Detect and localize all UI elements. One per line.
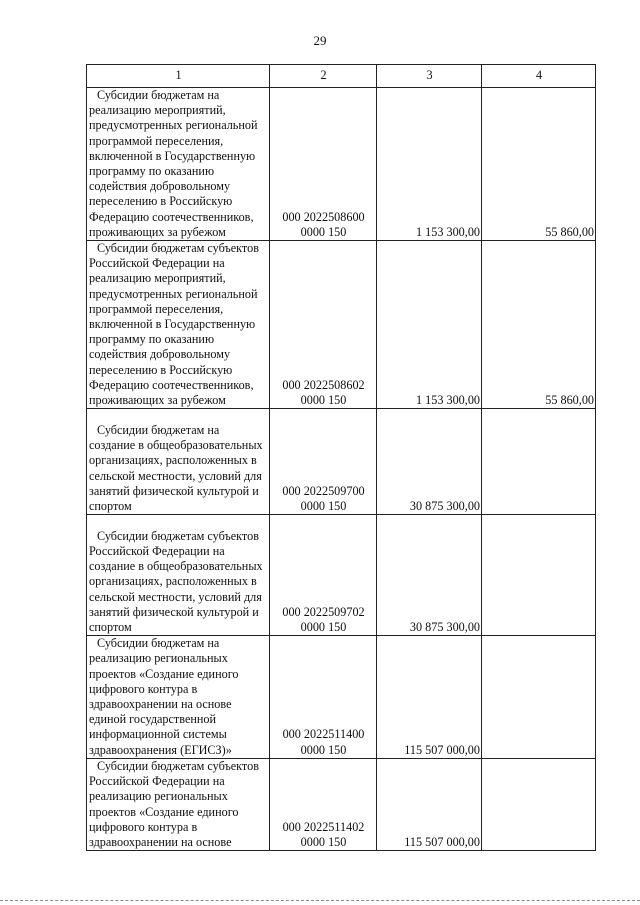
table-row — [87, 241, 596, 409]
row-col4-cell: 55 860,00 — [482, 241, 596, 409]
table-row — [87, 409, 596, 515]
row-col4-cell — [482, 758, 596, 850]
table-row — [87, 515, 596, 636]
table-header-row — [87, 65, 596, 88]
table-row — [87, 636, 596, 759]
column-header-3: 3 — [377, 65, 482, 88]
budget-table — [86, 64, 596, 851]
column-header-2: 2 — [270, 65, 377, 88]
row-name-cell: Субсидии бюджетам на реализацию мероприятий, предусмотренных региональной программой переселения, включенной в Государственную программу по оказанию содействия добровольному переселению в Российскую Федерацию соотечественников, проживающих за рубежом — [87, 88, 270, 241]
row-code-cell: 000 2022509702 0000 150 — [270, 515, 377, 636]
row-name-cell: Субсидии бюджетам на создание в общеобразовательных организациях, расположенных в сельской местности, условий для занятий физической культурой и спортом — [87, 409, 270, 515]
row-code-cell: 000 2022511400 0000 150 — [270, 636, 377, 759]
row-name-cell: Субсидии бюджетам субъектов Российской Федерации на создание в общеобразовательных организациях, расположенных в сельской местности, условий для занятий физической культурой и спортом — [87, 515, 270, 636]
row-col3-cell: 30 875 300,00 — [377, 515, 482, 636]
row-col4-cell: 55 860,00 — [482, 88, 596, 241]
row-col3-cell: 115 507 000,00 — [377, 636, 482, 759]
row-col3-cell: 1 153 300,00 — [377, 241, 482, 409]
footer-divider — [0, 900, 640, 902]
column-header-4: 4 — [482, 65, 596, 88]
table-row — [87, 88, 596, 241]
row-col3-cell: 115 507 000,00 — [377, 758, 482, 850]
row-name-cell: Субсидии бюджетам субъектов Российской Федерации на реализацию региональных проектов «Создание единого цифрового контура в здравоохранении на основе — [87, 758, 270, 850]
row-name-cell: Субсидии бюджетам на реализацию региональных проектов «Создание единого цифрового контура в здравоохранении на основе единой государственной информационной системы здравоохранения (ЕГИСЗ)» — [87, 636, 270, 759]
row-code-cell: 000 2022509700 0000 150 — [270, 409, 377, 515]
row-code-cell: 000 2022508600 0000 150 — [270, 88, 377, 241]
row-code-cell: 000 2022508602 0000 150 — [270, 241, 377, 409]
row-col4-cell — [482, 515, 596, 636]
row-col4-cell — [482, 636, 596, 759]
row-code-cell: 000 2022511402 0000 150 — [270, 758, 377, 850]
row-col3-cell: 1 153 300,00 — [377, 88, 482, 241]
table-row — [87, 758, 596, 850]
row-name-cell: Субсидии бюджетам субъектов Российской Федерации на реализацию мероприятий, предусмотренных региональной программой переселения, включенной в Государственную программу по оказанию содействия добровольному переселению в Российскую Федерацию соотечественников, проживающих за рубежом — [87, 241, 270, 409]
column-header-1: 1 — [87, 65, 270, 88]
row-col4-cell — [482, 409, 596, 515]
row-col3-cell: 30 875 300,00 — [377, 409, 482, 515]
page-number: 29 — [313, 33, 327, 48]
